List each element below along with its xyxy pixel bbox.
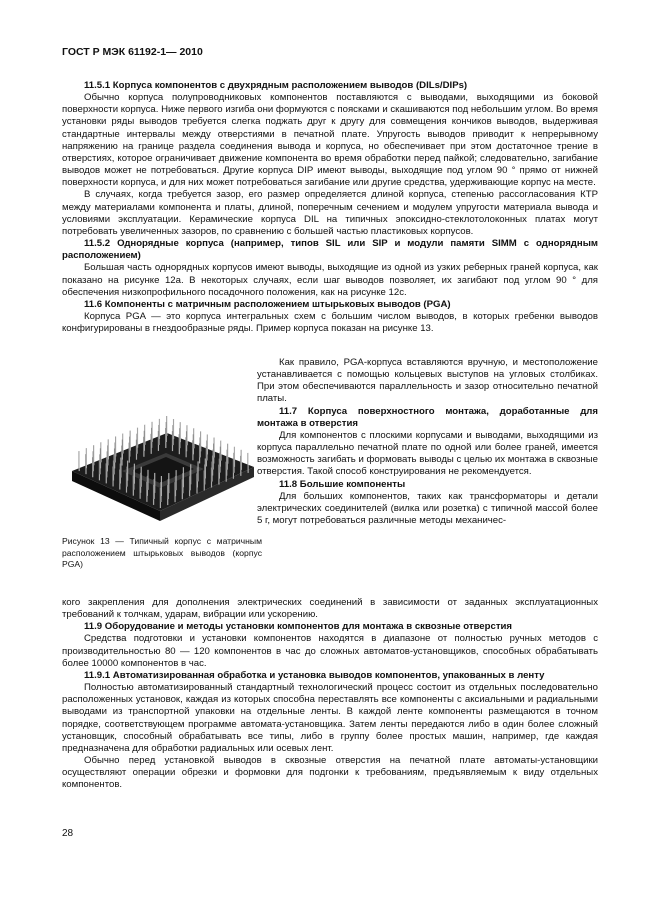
paragraph: Как правило, PGA-корпуса вставляются вручную, и местоположение устанавливается с помощью кольцевых выступов на угловых столбиках. При этом обеспечиваются параллельность и зазор относительно печатной платы. (257, 357, 598, 405)
paragraph: Для больших компонентов, таких как трансформаторы и детали электрических соединителей (вилка или розетка) с типичной массой более 5 г, могут потребоваться различные методы механичес- (257, 490, 598, 527)
paragraph: Большая часть однорядных корпусов имеют выводы, выходящие из одной из узких реберных граней корпуса, как показано на рисунке 12а. В некоторых случаях, если шаг выводов позволяет, их загибают под углом 90 ° для обеспечения низкопрофильного посадочного положения, как на рисунке 12с. (62, 262, 598, 298)
paragraph: Средства подготовки и установки компонентов находятся в диапазоне от полностью ручных методов с производительностью 80 — 120 компонентов в час до сложных автоматов-установщиков, способных обрабатывать более 10000 компонентов в час. (62, 633, 598, 669)
pga-package-figure (62, 393, 262, 525)
paragraph: Обычно корпуса полупроводниковых компонентов поставляются с выводами, выходящими из боковой поверхности корпуса. Ниже первого изгиба они формуются с поясками и скашиваются под небольшим углом. Во время установки ряды выводов требуется слегка поджать друг к другу для совмещения кончиков выводов, выдерживая стандартные интервалы между отверстиями в печатной плате. Упругость выводов приводит к непрерывному напряжению на границе раздела соединения вывода и корпуса, но обеспечивает при этом достаточное трение в отверстиях, которое ограничивает движение компонента во время обработки перед пайкой; следовательно, загибание выводов может не потребоваться. Другие корпуса DIP имеют выводы, выходящие под углом 90 ° прямо от нижней поверхности корпуса, и для них может потребоваться загибание или другие средства, удерживающие корпус на месте. (62, 92, 598, 189)
section-heading: 11.7 Корпуса поверхностного монтажа, доработанные для монтажа в отверстия (257, 405, 598, 429)
paragraph: Обычно перед установкой выводов в сквозные отверстия на печатной плате автоматы-установщики осуществляют операции обрезки и формовки для подгонки к требованиям, предъявляемым к виду отдельных компонентов. (62, 755, 598, 791)
section-heading: 11.9 Оборудование и методы установки компонентов для монтажа в сквозные отверстия (84, 621, 513, 633)
section-heading: 11.8 Большие компоненты (279, 478, 406, 490)
text-block-bottom (62, 597, 598, 792)
text-block-side (257, 357, 598, 527)
text-block-top (62, 80, 598, 335)
paragraph: кого закрепления для дополнения электрических соединений в зависимости от заданных эксплуатационных требований к толчкам, ударам, вибрации или ускорению. (62, 597, 598, 621)
paragraph: В случаях, когда требуется зазор, его размер определяется длиной корпуса, степенью рассогласования КТР между материалами компонента и платы, длиной, поперечным сечением и модулем упругости материала вывода и условиями эксплуатации. Керамические корпуса DIL на типичных эпоксидно-стеклотолоконных платах могут потребовать увеличенных зазоров, по сравнению с большей частью пластиковых корпусов. (62, 189, 598, 237)
paragraph: Корпуса PGA — это корпуса интегральных схем с большим числом выводов, в которых гребенки выводов конфигурированы в гнездообразные ряды. Пример корпуса показан на рисунке 13. (62, 310, 598, 335)
document-header: ГОСТ Р МЭК 61192-1— 2010 (62, 46, 203, 58)
paragraph: Полностью автоматизированный стандартный технологический процесс состоит из отдельных последовательно расположенных установок, каждая из которых способна переставлять все компоненты с аксиальными и радиальными выводами из транспортной упаковки на отдельные ленты. В каждой ленте компоненты размещаются в точном порядке, соответствующем программе автомата-установщика. Затем ленты передаются либо в один более сложный установщик, способный обрабатывать все типы, либо в группу более простых машин, например, где каждая предназначена для обработки радиальных или осевых лент. (62, 682, 598, 754)
page-number: 28 (62, 828, 74, 839)
section-heading: 11.5.2 Однорядные корпуса (например, типов SIL или SIP и модули памяти SIMM с однорядным расположением) (62, 238, 598, 262)
figure-caption: Рисунок 13 — Типичный корпус с матричным расположением штырьковых выводов (корпус PGA) (62, 536, 262, 569)
section-heading: 11.5.1 Корпуса компонентов с двухрядным расположением выводов (DILs/DIPs) (84, 80, 468, 91)
section-heading: 11.9.1 Автоматизированная обработка и установка выводов компонентов, упакованных в ленту (84, 669, 545, 681)
section-heading: 11.6 Компоненты с матричным расположением штырьковых выводов (PGA) (84, 298, 451, 310)
paragraph: Для компонентов с плоскими корпусами и выводами, выходящими из корпуса параллельно печатной плате по одной или более граней, имеется возможность загибать и формовать выводы с целью их монтажа в сквозные отверстия. Такой способ конструирования не рекомендуется. (257, 429, 598, 478)
